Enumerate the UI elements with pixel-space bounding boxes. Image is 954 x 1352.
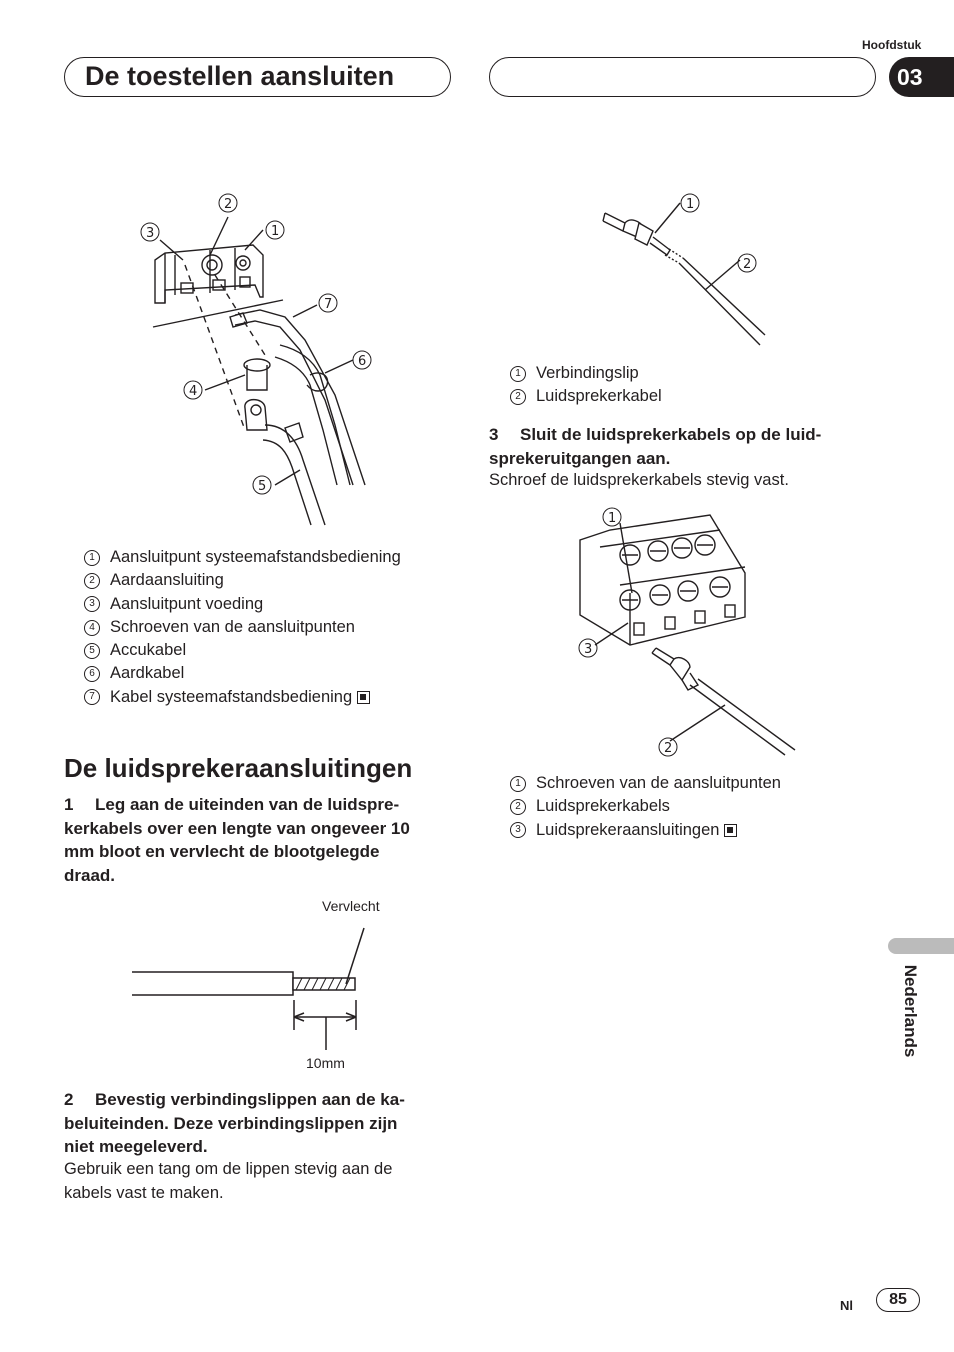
caption-item	[84, 569, 401, 592]
caption-item	[510, 772, 781, 795]
caption-number: 1	[84, 550, 100, 566]
svg-text:7: 7	[324, 297, 333, 312]
step-number: 1	[64, 795, 74, 814]
wire-twist-label: Vervlecht	[322, 898, 380, 914]
step-number: 2	[64, 1090, 74, 1109]
caption-item	[84, 662, 401, 685]
caption-item	[84, 616, 401, 639]
end-mark-icon	[724, 824, 737, 837]
caption-text: Kabel systeemafstandsbediening	[110, 687, 353, 706]
figure2-captions	[510, 362, 662, 409]
caption-text: Accukabel	[110, 641, 187, 660]
svg-text:2: 2	[224, 197, 233, 212]
caption-number: 4	[84, 620, 100, 636]
step-text-line: beluiteinden. Deze verbindingslippen zijn	[64, 1113, 398, 1133]
step-text-line: Sluit de luidsprekerkabels op de luid-	[520, 425, 822, 444]
step-2-body	[64, 1158, 392, 1205]
svg-text:2: 2	[743, 257, 752, 272]
end-mark-icon	[357, 691, 370, 704]
caption-text: Luidsprekerkabels	[536, 797, 670, 816]
figure-wire-strip	[128, 920, 368, 1060]
section-title-box	[64, 57, 451, 97]
figure1-captions	[84, 546, 401, 709]
step-text-line: Leg aan de uiteinden van de luidspre-	[95, 795, 400, 814]
caption-item	[84, 686, 401, 709]
caption-number: 3	[510, 822, 526, 838]
caption-text: Schroeven van de aansluitpunten	[536, 774, 781, 792]
figure3-captions	[510, 772, 781, 842]
caption-item	[510, 819, 781, 842]
header-empty-box	[489, 57, 876, 97]
caption-text: Aardkabel	[110, 664, 185, 683]
svg-text:2: 2	[664, 741, 673, 756]
svg-text:3: 3	[584, 642, 593, 657]
language-tab-marker	[888, 938, 954, 954]
wire-length-label: 10mm	[306, 1055, 345, 1071]
body-line: Gebruik een tang om de lippen stevig aan de	[64, 1160, 393, 1178]
step-text-line: draad.	[64, 865, 116, 885]
figure-speaker-terminals	[570, 505, 800, 760]
caption-text: Luidsprekeraansluitingen	[536, 820, 720, 839]
body-line: kabels vast te maken.	[64, 1183, 224, 1202]
caption-number: 1	[510, 366, 526, 382]
figure-connection-lug	[595, 185, 775, 350]
caption-item	[84, 593, 401, 616]
caption-item	[510, 795, 781, 818]
caption-item	[84, 639, 401, 662]
step-text-line: Bevestig verbindingslippen aan de ka-	[95, 1090, 405, 1109]
svg-text:1: 1	[271, 224, 280, 239]
svg-text:1: 1	[686, 197, 695, 212]
step-text-line: sprekeruitgangen aan.	[489, 448, 671, 468]
caption-text: Verbindingslip	[536, 364, 639, 382]
speaker-connections-heading: De luidsprekeraansluitingen	[64, 753, 413, 783]
caption-text: Aansluitpunt voeding	[110, 594, 264, 613]
caption-number: 1	[510, 776, 526, 792]
language-code: Nl	[840, 1298, 853, 1313]
step-text-line: mm bloot en vervlecht de blootgelegde	[64, 842, 380, 861]
caption-number: 2	[510, 389, 526, 405]
caption-text: Aansluitpunt systeemafstandsbediening	[110, 548, 401, 566]
step-text-line: niet meegeleverd.	[64, 1137, 208, 1156]
caption-text: Schroeven van de aansluitpunten	[110, 617, 355, 636]
caption-number: 2	[510, 799, 526, 815]
svg-text:3: 3	[146, 226, 155, 241]
caption-number: 6	[84, 666, 100, 682]
svg-text:6: 6	[358, 354, 367, 369]
page-number: 85	[876, 1288, 920, 1312]
step-text-line: kerkabels over een lengte van ongeveer 10	[64, 818, 410, 838]
caption-item	[510, 385, 662, 408]
chapter-number-tab: 03	[889, 57, 954, 97]
caption-number: 3	[84, 596, 100, 612]
step-number: 3	[489, 425, 499, 444]
step-3	[489, 423, 889, 470]
step-2	[64, 1088, 459, 1159]
caption-text: Aardaansluiting	[110, 571, 224, 590]
caption-item	[84, 546, 401, 569]
caption-text: Luidsprekerkabel	[536, 387, 662, 406]
side-language-label: Nederlands	[901, 964, 920, 1058]
step-3-body: Schroef de luidsprekerkabels stevig vast.	[489, 471, 789, 489]
step-1	[64, 793, 459, 887]
svg-text:1: 1	[608, 511, 617, 526]
svg-text:4: 4	[189, 384, 198, 399]
caption-number: 7	[84, 689, 100, 705]
caption-number: 2	[84, 573, 100, 589]
section-title: De toestellen aansluiten	[85, 61, 395, 91]
svg-text:5: 5	[258, 479, 267, 494]
caption-number: 5	[84, 643, 100, 659]
figure-power-connections	[135, 185, 385, 530]
chapter-label: Hoofdstuk	[862, 38, 922, 52]
caption-item	[510, 362, 662, 385]
